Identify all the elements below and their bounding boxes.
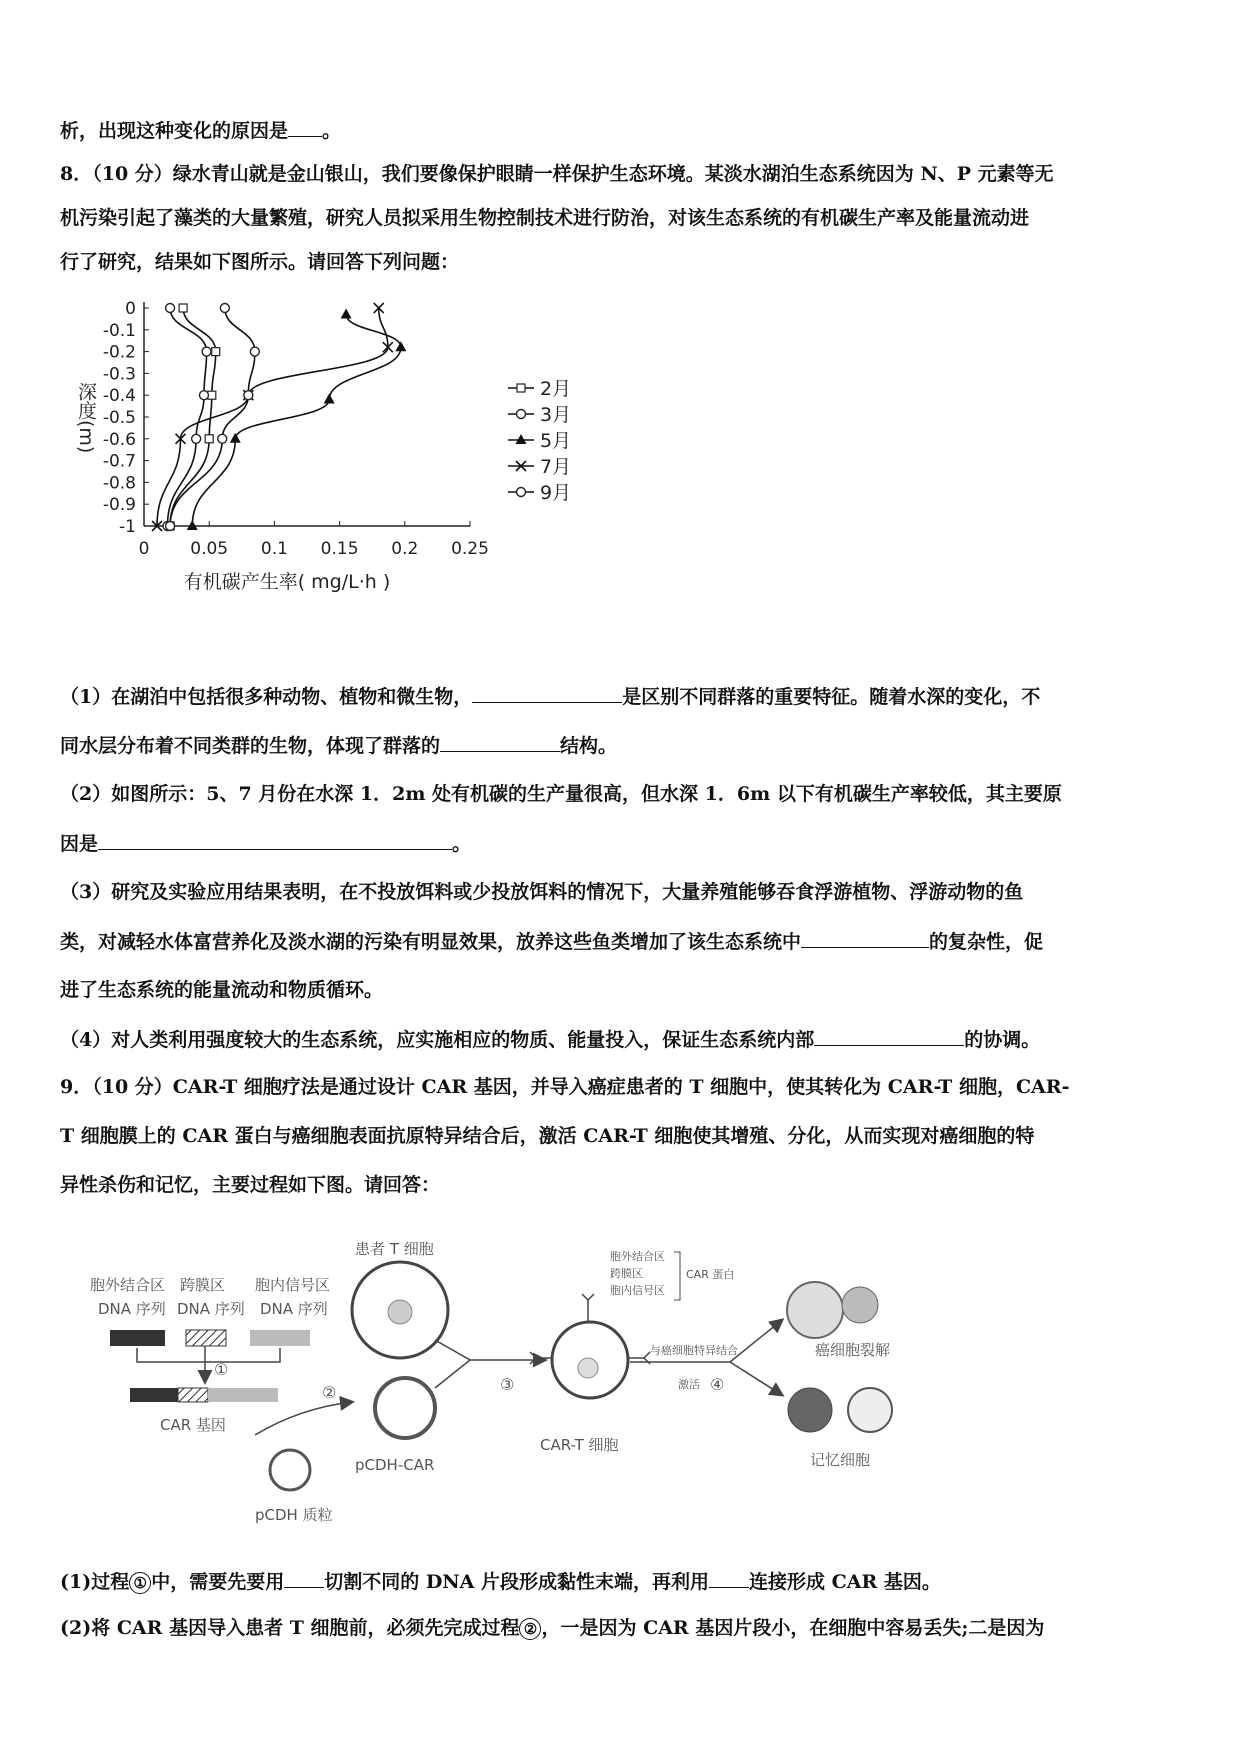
q8-intro-3: 行了研究，结果如下图所示。请回答下列问题：	[60, 251, 460, 273]
pcdh-car-plasmid	[375, 1378, 435, 1438]
label-dna-3: DNA 序列	[260, 1300, 328, 1318]
data-point	[517, 410, 526, 419]
x-tick-label: 0.1	[260, 539, 288, 559]
label-car-extracellular: 胞外结合区	[610, 1250, 665, 1263]
answer-blank[interactable]	[472, 682, 622, 703]
y-tick-label: -0.3	[102, 364, 136, 385]
y-tick-label: -0.2	[102, 342, 136, 363]
label-extracellular: 胞外结合区	[90, 1276, 166, 1294]
answer-blank[interactable]	[801, 927, 929, 948]
car-gene-seg1	[130, 1388, 178, 1402]
data-point	[205, 435, 213, 443]
q8-3a: （3）研究及实验应用结果表明，在不投放饵料或少投放饵料的情况下，大量养殖能够吞食浮游植物、浮游动物的鱼	[60, 881, 1024, 903]
data-point	[230, 433, 241, 443]
label-intracellular: 胞内信号区	[255, 1276, 331, 1294]
y-tick-label: -1	[119, 517, 136, 537]
cancer-cell	[787, 1282, 843, 1338]
data-point	[516, 434, 527, 444]
label-pcdh: pCDH 质粒	[255, 1506, 333, 1524]
data-point	[199, 391, 208, 400]
memory-cell-2	[848, 1388, 892, 1432]
answer-blank[interactable]	[814, 1025, 964, 1046]
x-tick-label: 0.25	[451, 539, 489, 559]
data-point	[202, 347, 211, 356]
label-car-protein: CAR 蛋白	[686, 1268, 735, 1281]
x-tick-label: 0	[138, 539, 150, 559]
y-tick-label: -0.4	[102, 386, 136, 407]
y-tick-label: -0.8	[102, 473, 136, 494]
data-point	[244, 391, 253, 400]
q8-2b: 因是 。	[60, 829, 1180, 858]
label-patient-t: 患者 T 细胞	[355, 1240, 434, 1258]
data-point	[220, 304, 229, 313]
data-point	[395, 341, 406, 351]
q8-1a: （1）在湖泊中包括很多种动物、植物和微生物， 是区别不同群落的重要特征。随着水深的变化，不	[60, 682, 1180, 711]
q8-intro-2: 机污染引起了藻类的大量繁殖，研究人员拟采用生物控制技术进行防治，对该生态系统的有机碳生产率及能量流动进	[60, 207, 1030, 229]
label-pcdh-car: pCDH-CAR	[355, 1456, 435, 1474]
car-gene-seg2	[178, 1388, 208, 1402]
data-point	[166, 522, 175, 531]
answer-blank[interactable]	[288, 116, 322, 137]
car-gene-seg3	[208, 1388, 278, 1402]
label-dna-2: DNA 序列	[177, 1300, 245, 1318]
organic-carbon-chart	[60, 290, 680, 670]
label-dna-1: DNA 序列	[98, 1300, 166, 1318]
x-tick-label: 0.05	[190, 539, 229, 559]
answer-blank[interactable]	[98, 829, 452, 850]
car-t-nucleus	[578, 1358, 598, 1378]
memory-cell-1	[788, 1388, 832, 1432]
q8-intro-1: 8．（10 分）绿水青山就是金山银山，我们要像保护眼睛一样保护生态环境。某淡水湖泊生态系统因为 N、P 元素等无	[60, 163, 1054, 185]
step4-label: ④	[710, 1375, 725, 1394]
legend-label: 9月	[540, 482, 572, 504]
step-circle: ①	[129, 1572, 151, 1594]
q9-1: (1)过程 ① 中，需要先要用 切割不同的 DNA 片段形成黏性末端，再利用 连接形成 CAR 基因。	[60, 1567, 1180, 1596]
label-bind: 与癌细胞特异结合	[650, 1344, 738, 1357]
y-axis-label: 深度(m)	[75, 382, 97, 454]
step3-label: ③	[500, 1375, 515, 1394]
q8-3b: 类，对减轻水体富营养化及淡水湖的污染有明显效果，放养这些鱼类增加了该生态系统中 的复杂性，促	[60, 927, 1180, 956]
q9-intro-1: 9．（10 分）CAR-T 细胞疗法是通过设计 CAR 基因，并导入癌症患者的 T 细胞中，使其转化为 CAR-T 细胞，CAR-	[60, 1076, 1070, 1098]
q7-tail: 析，出现这种变化的原因是 。	[60, 116, 1180, 145]
label-car-intracellular: 胞内信号区	[610, 1284, 665, 1297]
x-tick-label: 0.15	[320, 539, 359, 559]
cancer-cell-fragment	[842, 1287, 878, 1323]
q9-intro-3: 异性杀伤和记忆，主要过程如下图。请回答：	[60, 1174, 441, 1196]
legend-label: 7月	[540, 456, 572, 478]
step-circle: ②	[519, 1618, 541, 1640]
series-line	[167, 308, 206, 526]
label-memory-cell: 记忆细胞	[810, 1451, 871, 1469]
data-point	[218, 434, 227, 443]
q8-2a: （2）如图所示：5、7 月份在水深 1．2m 处有机碳的生产量很高，但水深 1．6m 以下有机碳生产率较低，其主要原	[60, 783, 1062, 805]
step1-label: ①	[214, 1360, 229, 1379]
q8-3c: 进了生态系统的能量流动和物质循环。	[60, 979, 384, 1001]
y-tick-label: -0.6	[102, 429, 136, 450]
data-point	[341, 309, 352, 319]
data-point	[166, 304, 175, 313]
patient-t-nucleus	[388, 1300, 412, 1324]
q9-2: (2)将 CAR 基因导入患者 T 细胞前，必须先完成过程 ② ，一是因为 CAR 基因片段小，在细胞中容易丢失;二是因为	[60, 1617, 1045, 1639]
q9-intro-2: T 细胞膜上的 CAR 蛋白与癌细胞表面抗原特异结合后，激活 CAR-T 细胞使其增殖、分化，从而实现对癌细胞的特	[60, 1125, 1035, 1147]
data-point	[517, 488, 526, 497]
dna-transmembrane	[186, 1330, 226, 1346]
pcdh-plasmid	[270, 1450, 310, 1490]
x-tick-label: 0.2	[391, 539, 419, 559]
legend-label: 2月	[540, 378, 572, 400]
label-transmembrane: 跨膜区	[180, 1276, 226, 1294]
label-car-gene: CAR 基因	[160, 1416, 226, 1434]
data-point	[212, 348, 220, 356]
answer-blank[interactable]	[284, 1567, 324, 1588]
y-tick-label: 0	[125, 299, 136, 319]
car-t-diagram	[70, 1230, 1030, 1540]
label-car-transmembrane: 跨膜区	[610, 1267, 643, 1280]
x-axis-label: 有机碳产生率( mg/L·h )	[183, 571, 391, 593]
legend-label: 5月	[540, 430, 572, 452]
q8-4: （4）对人类利用强度较大的生态系统，应实施相应的物质、能量投入，保证生态系统内部 的协调。	[60, 1025, 1180, 1054]
label-cart-cell: CAR-T 细胞	[540, 1436, 619, 1454]
y-tick-label: -0.7	[102, 451, 136, 472]
data-point	[517, 384, 525, 392]
data-point	[250, 347, 259, 356]
answer-blank[interactable]	[440, 731, 560, 752]
legend-label: 3月	[540, 404, 572, 426]
dna-intracellular	[250, 1330, 310, 1346]
label-activate: 激活	[678, 1378, 700, 1391]
data-point	[192, 434, 201, 443]
answer-blank[interactable]	[709, 1567, 749, 1588]
data-point	[187, 520, 198, 530]
y-tick-label: -0.9	[102, 495, 136, 516]
series-line	[157, 308, 388, 526]
step2-label: ②	[322, 1383, 337, 1402]
y-tick-label: -0.1	[102, 320, 136, 341]
series-line	[192, 315, 401, 526]
label-cancer-lysis: 癌细胞裂解	[815, 1341, 891, 1359]
data-point	[179, 304, 187, 312]
q8-1b: 同水层分布着不同类群的生物，体现了群落的 结构。	[60, 731, 1180, 760]
dna-extracellular	[110, 1330, 165, 1346]
data-point	[324, 394, 335, 404]
y-tick-label: -0.5	[102, 408, 136, 428]
series-line	[170, 308, 216, 526]
